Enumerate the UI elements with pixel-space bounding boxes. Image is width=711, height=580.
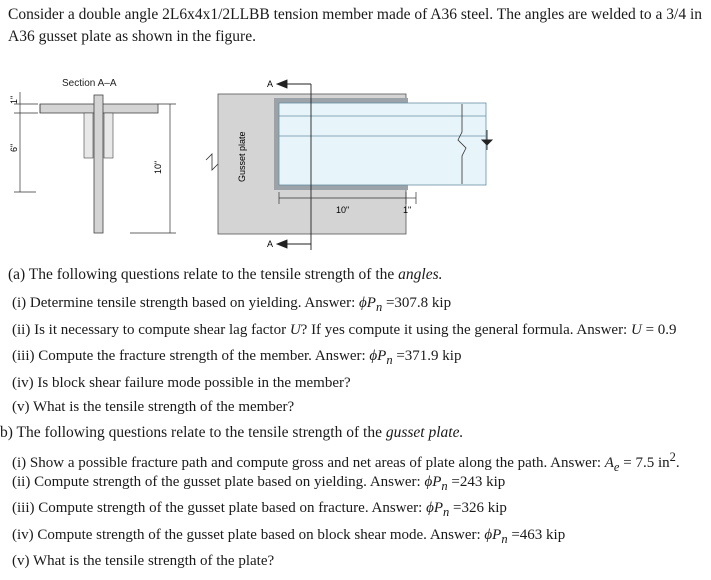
dim-one-inch-right: 1" (403, 205, 412, 215)
part-a-question-1: (i) Determine tensile strength based on yielding. Answer: $\phi P_n =307.8$ kip (12, 295, 452, 314)
dim-ten-inch-vertical: 10" (153, 160, 163, 174)
part-a-question-3: (iii) Compute the fracture strength of the member. Answer: $\phi P_n =371.9$ kip (12, 348, 462, 367)
angle-member (279, 103, 486, 185)
part-b-heading: b) The following questions relate to the tensile strength of the gusset plate. (0, 424, 464, 441)
part-b-question-3: (iii) Compute strength of the gusset plate based on fracture. Answer: $\phi P_n =326$ kip (12, 500, 507, 519)
part-a-heading: (a) The following questions relate to the tensile strength of the angles. (8, 266, 443, 283)
part-b-question-2: (ii) Compute strength of the gusset plate based on yielding. Answer: $\phi P_n =243$ kip (12, 474, 506, 493)
part-b-question-4: (iv) Compute strength of the gusset plate based on block shear mode. Answer: $\phi P_n =463$ kip (12, 527, 566, 546)
part-a-question-2: (ii) Is it necessary to compute shear lag factor U? If yes compute it using the general formula. Answer: U = 0.9 (12, 322, 677, 338)
cut-label-top: A (267, 79, 274, 89)
dim-one-inch-left: 1" (9, 95, 19, 104)
problem-statement: Consider a double angle 2L6x4x1/2LLBB tension member made of A36 steel. The angles are welded to a 3/4 in A36 gusset plate as shown in the figure. (8, 6, 703, 45)
dim-six-inch: 6" (9, 143, 19, 152)
dim-ten-inch-horizontal: 10" (336, 205, 350, 215)
cut-label-bottom: A (267, 239, 274, 249)
problem-figure (0, 68, 711, 258)
section-cross-section (40, 95, 158, 233)
part-a-question-4: (iv) Is block shear failure mode possible in the member? (12, 375, 351, 391)
gusset-label: Gusset plate (237, 131, 247, 182)
section-label: Section A–A (62, 78, 117, 89)
break-symbol (206, 154, 218, 170)
part-a-question-5: (v) What is the tensile strength of the member? (12, 399, 295, 415)
part-b-question-5: (v) What is the tensile strength of the plate? (12, 553, 275, 569)
part-b-question-1: (i) Show a possible fracture path and compute gross and net areas of plate along the path. Answer: $A_e = 7.5$ $in^2$. (12, 450, 680, 474)
